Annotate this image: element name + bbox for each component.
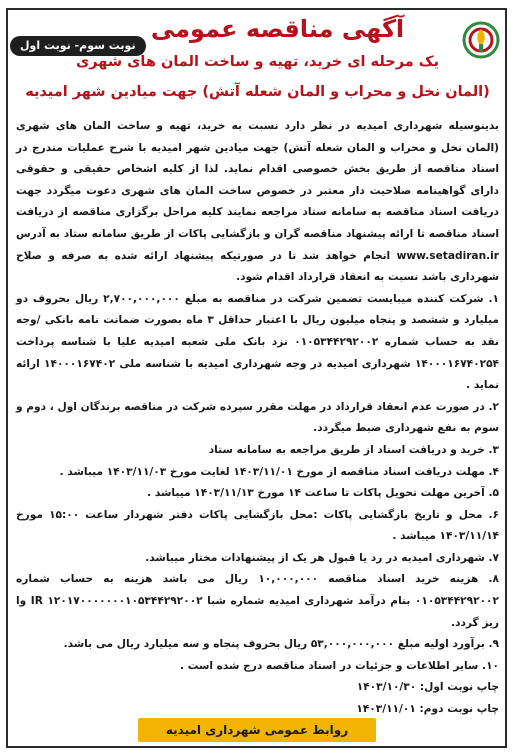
list-item: ۳. خرید و دریافت اسناد از طریق مراجعه به سامانه ستاد <box>208 443 499 456</box>
list-item: ۶. محل و تاریخ بازگشایی پاکات :محل بازگشایی پاکات دفتر شهردار ساعت ۱۵:۰۰ مورخ ۱۴۰۳/۱۱/۱۴ میباشد . <box>16 508 499 543</box>
print-date-second: چاپ نوبت دوم: ۱۴۰۳/۱۱/۰۱ <box>356 703 499 716</box>
notice-subtitle-line2: (المان نخل و محراب و المان شعله آتش) جهت میادین شهر امیدیه <box>25 84 490 100</box>
list-item: ۵. آخرین مهلت تحویل پاکات تا ساعت ۱۴ مورخ ۱۴۰۳/۱۱/۱۳ میباشد . <box>147 487 499 500</box>
list-item: ۸. هزینه خرید اسناد مناقصه ۱۰,۰۰۰,۰۰۰ ریال می باشد هزینه به حساب شماره ۰۱۰۵۳۴۴۲۹۲۰۰۲ بنام درآمد شهرداری امیدیه شماره شبا IR ۱۲۰۱۷۰۰۰۰۰۰۰۱۰۵۳۴۴۲۹۲۰۰۲ وا ریز گردد. <box>16 573 499 629</box>
list-item: ۴. مهلت دریافت اسناد مناقصه از مورخ ۱۴۰۳/۱۱/۰۱ لغایت مورخ ۱۴۰۳/۱۱/۰۳ میباشد . <box>59 465 499 478</box>
list-item: ۱۰. سایر اطلاعات و جزئیات در اسناد مناقصه درج شده است . <box>180 659 499 672</box>
intro-paragraph: بدینوسیله شهرداری امیدیه در نظر دارد نسبت به خرید، تهیه و ساخت المان های شهری (المان نخل و محراب و المان شعله آتش) جهت میادین شهر امیدیه با شرح عملیات مندرج در اسناد مناقصه از طریق بخش خصوصی اقدام نماید. لذا از کلیه اشخاص حقیقی و حقوقی دارای گواهینامه صلاحیت دار معتبر در خصوص ساخت المان های شهری دعوت میگردد جهت دریافت اسناد مناقصه به سامانه ستاد مراجعه نمایند کلیه مراحل برگزاری مناقصه از دریافت اسناد مناقصه تا ارائه پیشنهاد مناقصه گران و بازگشایی پاکات از طریق سامانه ستاد به آدرس www.setadiran.ir انجام خواهد شد تا در صورتیکه پیشنهاد ارائه شده به صرفه و صلاح شهرداری باشد نسبت به انعقاد قرارداد اقدام شود. <box>16 120 499 284</box>
notice-body <box>16 116 499 721</box>
list-item: ۱. شرکت کننده میبایست تضمین شرکت در مناقصه به مبلغ ۲,۷۰۰,۰۰۰,۰۰۰ ریال بحروف دو میلیارد و ششصد و پنجاه میلیون ریال با اعتبار حداقل ۳ ماه بصورت ضمانت نامه بانکی /وجه نقد به حساب شماره ۰۱۰۵۳۴۴۲۹۲۰۰۲ نزد بانک ملی شعبه امیدیه علیا با شناسه پرداخت ۱۴۰۰۰۱۶۷۴۰۲۵۴ شهرداری امیدیه در وجه شهرداری امیدیه با شناسه ملی ۱۴۰۰۰۱۶۷۴۰۲ ارائه نماید . <box>16 292 499 392</box>
notice-title: آگهی مناقصه عمومی <box>150 15 405 43</box>
publication-badge: نوبت سوم- نوبت اول <box>10 36 146 56</box>
print-date-first: چاپ نوبت اول: ۱۴۰۳/۱۰/۳۰ <box>356 681 499 694</box>
list-item: ۲. در صورت عدم انعقاد قرارداد در مهلت مقرر سپرده شرکت در مناقصه برندگان اول ، دوم و سوم به نفع شهرداری ضبط میگردد. <box>16 400 499 435</box>
public-relations-footer: روابط عمومی شهرداری امیدیه <box>138 718 376 742</box>
list-item: ۷. شهرداری امیدیه در رد یا قبول هر یک از پیشنهادات مختار میباشد. <box>145 551 499 564</box>
list-item: ۹. برآورد اولیه مبلغ ۵۳,۰۰۰,۰۰۰,۰۰۰ ریال بحروف پنجاه و سه میلیارد ریال می باشد. <box>63 638 499 651</box>
notice-subtitle-line1: یک مرحله ای خرید، تهیه و ساخت المان های شهری <box>75 54 440 70</box>
